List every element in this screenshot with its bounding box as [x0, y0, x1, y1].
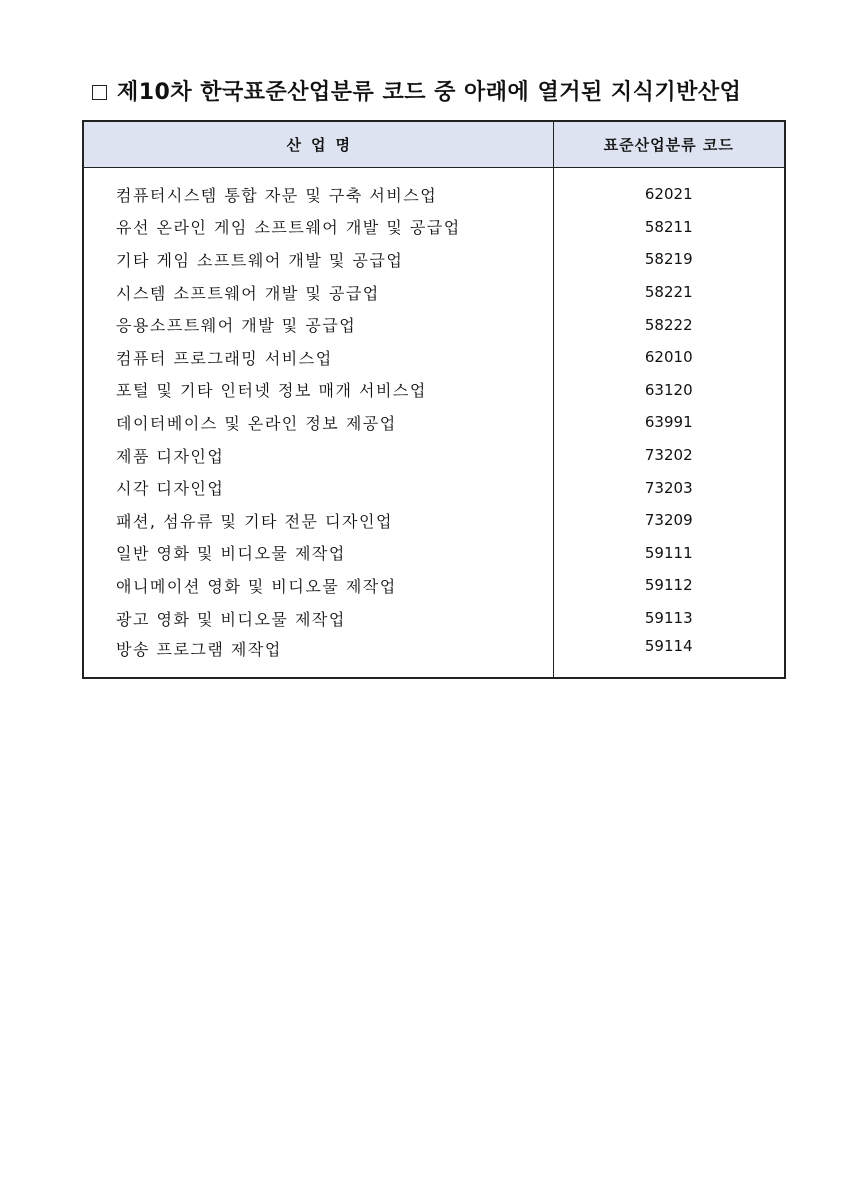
industry-name-cell: 제품 디자인업: [116, 446, 225, 466]
industry-code-table: [82, 120, 786, 679]
industry-code-cell: 58219: [553, 243, 785, 276]
industry-code-cell: 58221: [553, 276, 785, 309]
industry-name-cell: 광고 영화 및 비디오물 제작업: [116, 609, 346, 629]
industry-name-cell: 포털 및 기타 인터넷 정보 매개 서비스업: [116, 381, 427, 401]
table-row: [83, 569, 785, 602]
table-row: [83, 504, 785, 537]
table-row: [83, 308, 785, 341]
table-row: [83, 439, 785, 472]
table-row: [83, 211, 785, 244]
industry-code-cell: 73202: [553, 439, 785, 472]
industry-code-cell: 58211: [553, 211, 785, 244]
industry-code-cell: 58222: [553, 308, 785, 341]
industry-code-cell: 59112: [553, 569, 785, 602]
industry-name-cell: 응용소프트웨어 개발 및 공급업: [116, 316, 357, 336]
industry-name-cell: 시각 디자인업: [116, 479, 225, 499]
page-title: [92, 76, 741, 110]
industry-code-cell: 63120: [553, 374, 785, 407]
industry-code-cell: 59111: [553, 537, 785, 570]
table-body: [83, 168, 785, 679]
checkbox-bullet-icon: [92, 85, 107, 100]
table-header: [83, 121, 785, 168]
table-row: [83, 276, 785, 309]
industry-code-cell: 59113: [553, 602, 785, 635]
table-row: [83, 471, 785, 504]
industry-name-cell: 기타 게임 소프트웨어 개발 및 공급업: [116, 250, 404, 270]
table-row: [83, 602, 785, 635]
table-row: [83, 537, 785, 570]
industry-name-cell: 일반 영화 및 비디오물 제작업: [116, 544, 346, 564]
industry-code-cell: 63991: [553, 406, 785, 439]
table-row: [83, 178, 785, 211]
table-row: [83, 243, 785, 276]
industry-name-cell: 데이터베이스 및 온라인 정보 제공업: [116, 413, 397, 433]
table-row: [83, 406, 785, 439]
industry-name-cell: 방송 프로그램 제작업: [116, 640, 282, 660]
header-classification-code: 표준산업분류 코드: [553, 121, 785, 168]
industry-name-cell: 유선 온라인 게임 소프트웨어 개발 및 공급업: [116, 218, 461, 238]
industry-name-cell: 컴퓨터시스템 통합 자문 및 구축 서비스업: [116, 185, 438, 205]
industry-name-cell: 패션, 섬유류 및 기타 전문 디자인업: [116, 511, 393, 531]
industry-code-cell: 62021: [553, 178, 785, 211]
table-row: [83, 374, 785, 407]
industry-name-cell: 시스템 소프트웨어 개발 및 공급업: [116, 283, 380, 303]
spacer-row: [83, 168, 785, 179]
industry-code-cell: 73203: [553, 471, 785, 504]
industry-code-cell: 62010: [553, 341, 785, 374]
table-row: [83, 634, 785, 678]
industry-name-cell: 애니메이션 영화 및 비디오물 제작업: [116, 576, 397, 596]
industry-code-cell: 59114: [553, 634, 785, 678]
header-row: [83, 121, 785, 168]
header-industry-name: 산업명: [83, 121, 553, 168]
industry-name-cell: 컴퓨터 프로그래밍 서비스업: [116, 348, 333, 368]
table-row: [83, 341, 785, 374]
page-title-text: 제10차 한국표준산업분류 코드 중 아래에 열거된 지식기반산업: [117, 80, 742, 105]
industry-code-cell: 73209: [553, 504, 785, 537]
